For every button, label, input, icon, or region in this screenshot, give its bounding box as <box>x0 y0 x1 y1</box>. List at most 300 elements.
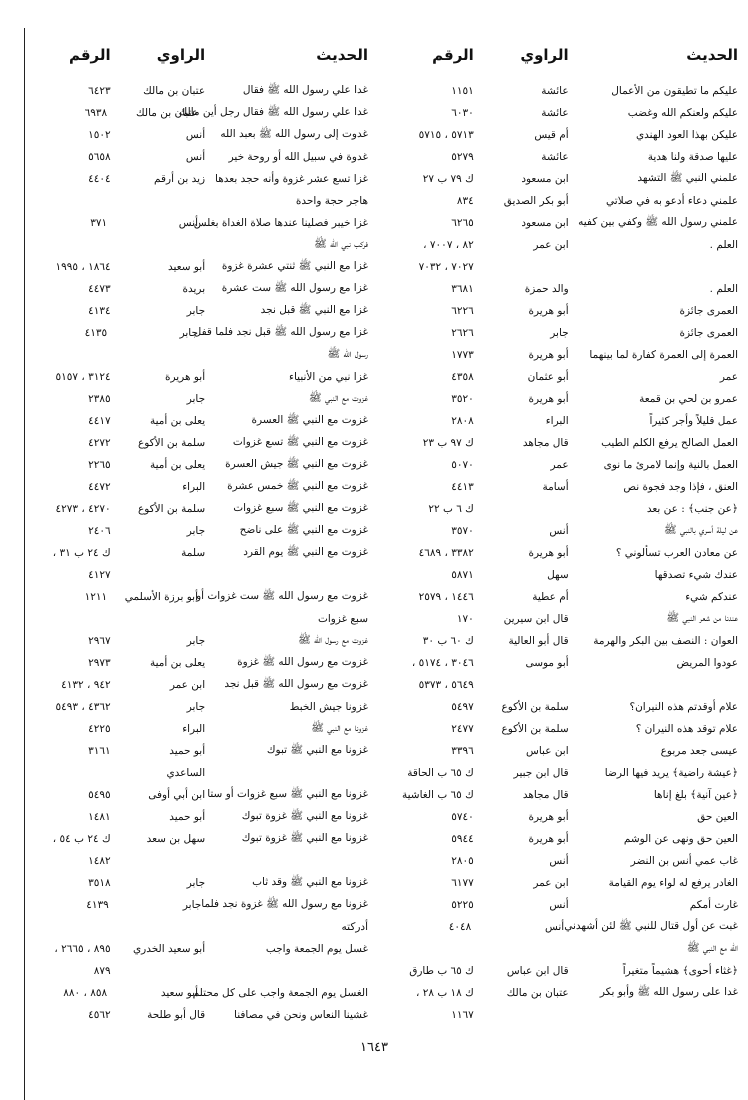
entry-hadith: العلم . <box>709 239 738 251</box>
entry-narrator: أبو حميد <box>169 811 206 823</box>
right-column-header <box>368 38 738 64</box>
entry-narrator: عائشة <box>541 151 569 163</box>
index-entry <box>34 146 368 168</box>
index-entry <box>34 630 368 652</box>
margin-rule <box>24 28 25 1100</box>
entry-hadith: ﴿عن جنب﴾ : عن بعد <box>646 503 738 515</box>
entry-number: ك ٦٥ ب طارق <box>409 965 474 977</box>
entry-narrator: أبو عثمان <box>527 371 569 383</box>
entry-hadith: علام أوقدتم هذه النيران؟ <box>629 701 738 713</box>
entry-narrator: أبو هريرة <box>528 349 569 361</box>
entry-number: ٣٣٩٦ <box>451 745 474 757</box>
entry-narrator: ابن عباس <box>526 745 569 757</box>
entry-number: ١٤٤٦ ، ٢٥٧٩ <box>418 591 474 603</box>
entry-number: ٢٩٧٣ <box>88 657 111 669</box>
entry-number: ١٧٧٣ <box>451 349 474 361</box>
entry-number: ٨٧٩ <box>93 965 111 977</box>
index-entry <box>368 982 738 1004</box>
header-narrator: الراوي <box>156 46 206 64</box>
entry-narrator: أسامة <box>542 481 569 493</box>
entry-hadith: العمل الصالح يرفع الكلم الطيب <box>601 437 738 449</box>
entry-narrator: أنس <box>544 921 565 933</box>
entry-hadith: الله مع النبي ﷺ <box>686 941 738 954</box>
index-entry <box>34 212 368 234</box>
entry-number: ك ٢٤ ب ٥٤ ، <box>52 833 111 845</box>
entry-hadith: غزا مع النبي ﷺ قبل نجد <box>260 303 368 316</box>
header-number: الرقم <box>68 46 111 64</box>
entry-number: ٦١٧٧ <box>451 877 474 889</box>
index-entry <box>368 740 738 762</box>
entry-number: ٥٢٧٩ <box>451 151 474 163</box>
index-entry <box>368 454 738 476</box>
index-entry <box>368 366 738 388</box>
index-entry <box>368 256 738 278</box>
right-column-entries <box>368 80 738 1026</box>
index-entry <box>368 322 738 344</box>
entry-number: ١١٥١ <box>451 85 474 97</box>
index-entry <box>34 652 368 674</box>
index-entry <box>368 432 738 454</box>
left-column <box>34 38 368 1028</box>
index-entry <box>368 784 738 806</box>
entry-hadith: عيسى جعد مربوع <box>660 745 738 757</box>
right-column <box>368 38 738 1028</box>
entry-hadith: غزونا مع النبي ﷺ وقد ثاب <box>252 875 368 888</box>
index-entry <box>368 212 738 234</box>
page-number: ١٦٤٣ <box>360 1040 388 1055</box>
entry-narrator: ابن عمر <box>169 679 206 691</box>
entry-number: ٤٤٧٢ <box>88 481 111 493</box>
entry-narrator: أنس <box>549 899 569 911</box>
index-entry <box>34 124 368 146</box>
index-entry <box>368 894 738 916</box>
entry-number: ٢٨٠٥ <box>451 855 474 867</box>
entry-number: ٣٥٢٠ <box>451 393 474 405</box>
entry-hadith: عليكم ما تطيقون من الأعمال <box>611 85 738 97</box>
entry-narrator: أبو هريرة <box>164 371 206 383</box>
entry-number: ٤١٣٩ <box>86 899 109 911</box>
entry-narrator: عتبان بن مالك <box>506 987 569 999</box>
entry-narrator: سلمة بن الأكوع <box>137 437 206 449</box>
entry-hadith: غدا علي رسول الله ﷺ فقال رجل أين مالك <box>178 105 368 118</box>
entry-narrator: أبو سعيد الخدري <box>132 943 206 955</box>
entry-narrator: قال مجاهد <box>522 437 569 449</box>
index-entry <box>368 674 738 696</box>
entry-hadith: غزونا مع النبي ﷺ <box>311 721 368 734</box>
index-entry <box>34 344 368 366</box>
entry-number: ك ٦٥ ب الحاقة <box>407 767 474 779</box>
entry-narrator: البراء <box>182 481 206 493</box>
index-entry <box>34 542 368 564</box>
entry-number: ٥٢٢٥ <box>451 899 474 911</box>
entry-narrator: زيد بن أرقم <box>154 173 206 185</box>
entry-number: ١٤٨١ <box>88 811 111 823</box>
entry-narrator: أبو سعيد <box>167 261 206 273</box>
index-entry <box>34 564 368 586</box>
entry-narrator: جابر <box>186 393 206 405</box>
index-entry <box>34 828 368 850</box>
index-entry <box>34 586 368 608</box>
entry-number: ٦٤٢٣ <box>88 85 111 97</box>
entry-number: ٣١٦١ <box>88 745 111 757</box>
index-entry <box>368 916 738 938</box>
entry-hadith: عليكم ولعنكم الله وغضب <box>627 107 738 119</box>
entry-narrator: والد حمزة <box>524 283 569 295</box>
entry-hadith: عن معادن العرب تسألوني ؟ <box>615 547 738 559</box>
entry-narrator: سلمة بن الأكوع <box>501 723 569 735</box>
entry-hadith: غشينا النعاس ونحن في مصافنا <box>234 1009 368 1021</box>
entry-number: ٢٤٧٧ <box>451 723 474 735</box>
index-entry <box>34 256 368 278</box>
entry-narrator: أم عطية <box>532 591 569 603</box>
entry-hadith: غزوت مع رسول الله ﷺ قبل نجد <box>224 677 368 690</box>
entry-number: ك ١٨ ب ٢٨ ، <box>415 987 474 999</box>
index-entry <box>368 300 738 322</box>
index-entry <box>34 366 368 388</box>
index-entry <box>368 278 738 300</box>
index-entry <box>34 234 368 256</box>
index-entry <box>34 784 368 806</box>
entry-hadith: هاجر حجة واحدة <box>295 195 368 207</box>
entry-hadith: ﴿عين آنية﴾ بلغ إناها <box>653 789 738 801</box>
entry-number: ٨٥٨ ، ٨٨٠ <box>63 987 108 999</box>
entry-hadith: العين حق ونهى عن الوشم <box>623 833 738 845</box>
entry-hadith: العمل بالنية وإنما لامرئ ما نوى <box>603 459 738 471</box>
index-entry <box>368 410 738 432</box>
index-entry <box>34 454 368 476</box>
entry-hadith: عندكم شيء <box>685 591 738 603</box>
entry-number: ٨٢ ، ٧٠٠٧ ، <box>423 239 474 251</box>
entry-hadith: غدا على رسول الله ﷺ وأبو بكر <box>599 985 738 998</box>
entry-narrator: جابر <box>186 701 206 713</box>
index-entry <box>368 938 738 960</box>
index-entry <box>368 124 738 146</box>
entry-narrator: أنس <box>549 855 569 867</box>
entry-number: ٥٦٥٨ <box>88 151 111 163</box>
entry-number: ٣٥١٨ <box>88 877 111 889</box>
entry-narrator: سلمة بن الأكوع <box>137 503 206 515</box>
entry-narrator: الساعدي <box>166 767 206 779</box>
entry-narrator: قال ابن سيرين <box>503 613 569 625</box>
entry-number: ٨٩٥ ، ٢٦٦٥ ، <box>54 943 111 955</box>
entry-number: ك ٩٧ ب ٢٣ <box>422 437 474 449</box>
index-entry <box>368 168 738 190</box>
header-hadith: الحديث <box>316 46 368 64</box>
entry-hadith: عمرو بن لحي بن قمعة <box>639 393 738 405</box>
index-columns <box>34 38 738 1028</box>
entry-hadith: غزونا مع رسول الله ﷺ غزوة نجد فلما <box>201 897 368 910</box>
entry-narrator: عمر <box>550 459 569 471</box>
index-entry <box>34 960 368 982</box>
entry-narrator: ابن مسعود <box>521 173 569 185</box>
entry-hadith: الغادر يرفع له لواء يوم القيامة <box>608 877 738 889</box>
entry-hadith: غزوت مع النبي ﷺ العسرة <box>251 413 368 426</box>
entry-narrator: عتبان بن مالك <box>143 85 206 97</box>
entry-number: ٤٣٦٢ ، ٥٤٩٣ <box>55 701 111 713</box>
entry-number: ٤١٣٤ <box>88 305 111 317</box>
index-entry <box>34 740 368 762</box>
entry-number: ٣١٢٤ ، ٥١٥٧ <box>55 371 111 383</box>
entry-narrator: جابر <box>186 525 206 537</box>
index-entry <box>34 322 368 344</box>
index-entry <box>368 630 738 652</box>
entry-hadith: العمرة إلى العمرة كفارة لما بينهما <box>589 349 738 361</box>
index-entry <box>34 938 368 960</box>
entry-hadith: غزونا مع النبي ﷺ سبع غزوات أو ستا <box>207 787 368 800</box>
entry-narrator: عائشة <box>541 107 569 119</box>
entry-hadith: غزا مع النبي ﷺ ثنتي عشرة غزوة <box>221 259 368 272</box>
entry-number: ٤٣٥٨ <box>451 371 474 383</box>
entry-narrator: جابر <box>550 327 569 339</box>
entry-hadith: غزا خيبر فصلينا عندها صلاة الغداة بغلس <box>193 217 368 229</box>
entry-hadith: غزوت مع رسول الله ﷺ ست غزوات أو <box>196 589 368 602</box>
index-entry <box>34 916 368 938</box>
entry-narrator: عائشة <box>541 85 569 97</box>
entry-hadith: عندك شيء تصدقها <box>654 569 738 581</box>
index-entry <box>34 102 368 124</box>
entry-hadith: غبت عن أول قتال للنبي ﷺ لئن أشهدني <box>564 919 738 932</box>
index-entry <box>368 806 738 828</box>
entry-number: ٣٥٧٠ <box>451 525 474 537</box>
index-entry <box>368 542 738 564</box>
entry-narrator: يعلى بن أمية <box>149 459 206 471</box>
entry-number: ٢٩٦٧ <box>88 635 111 647</box>
entry-hadith: غزوت مع رسول الله ﷺ <box>298 633 368 646</box>
index-entry <box>34 520 368 542</box>
entry-number: ٤٥٦٢ <box>88 1009 111 1021</box>
entry-narrator: البراء <box>182 723 206 735</box>
entry-hadith: غزا مع رسول الله ﷺ قبل نجد فلما قفل <box>193 325 368 338</box>
entry-number: ٤٤٠٤ <box>88 173 111 185</box>
entry-narrator: جابر <box>186 877 206 889</box>
entry-narrator: أبو هريرة <box>528 393 569 405</box>
index-entry <box>368 190 738 212</box>
left-column-header <box>34 38 368 64</box>
entry-number: ٤٤١٧ <box>88 415 111 427</box>
entry-narrator: أبو حميد <box>169 745 206 757</box>
index-entry <box>368 344 738 366</box>
entry-narrator: أنس <box>549 525 569 537</box>
entry-narrator: يعلى بن أمية <box>149 657 206 669</box>
entry-narrator: ابن عمر <box>533 877 569 889</box>
entry-number: ٤١٢٧ <box>88 569 111 581</box>
entry-hadith: عمل قليلاً وأجر كثيراً <box>649 415 738 427</box>
entry-hadith: العمرى جائزة <box>679 305 738 317</box>
entry-hadith: غزا تسع عشر غزوة وأنه حجد بعدها <box>215 173 368 185</box>
entry-narrator: أبو موسى <box>525 657 569 669</box>
entry-narrator: أم قيس <box>534 129 569 141</box>
entry-hadith: غزوت مع النبي ﷺ سبع غزوات <box>233 501 368 514</box>
entry-number: ٣٣٨٢ ، ٤٦٨٩ <box>418 547 474 559</box>
entry-narrator: أبو برزة الأسلمي <box>124 591 198 603</box>
entry-number: ١٨٦٤ ، ١٩٩٥ <box>55 261 111 273</box>
entry-number: ك ٧٩ ب ٢٧ <box>422 173 474 185</box>
entry-number: ٤٤١٣ <box>451 481 474 493</box>
entry-number: ١٤٨٢ <box>88 855 111 867</box>
entry-narrator: أنس <box>185 151 206 163</box>
entry-narrator: أبو هريرة <box>528 833 569 845</box>
entry-number: ك ٢٤ ب ٣١ ، <box>52 547 111 559</box>
entry-hadith: ﴿عيشة راضية﴾ يريد فيها الرضا <box>604 767 738 779</box>
entry-hadith: سبع غزوات <box>317 613 368 625</box>
entry-hadith: الغسل يوم الجمعة واجب على كل محتلم <box>192 987 368 999</box>
index-entry <box>368 520 738 542</box>
entry-hadith: علمني دعاء أدعو به في صلاتي <box>606 195 738 207</box>
entry-narrator: يعلى بن أمية <box>149 415 206 427</box>
entry-hadith: غزوت مع رسول الله ﷺ غزوة <box>237 655 368 668</box>
entry-number: ٤١٣٥ <box>84 327 108 339</box>
entry-narrator: سهل بن سعد <box>146 833 206 845</box>
entry-narrator: البراء <box>545 415 569 427</box>
entry-hadith: عمر <box>719 371 738 383</box>
entry-hadith: غدوة في سبيل الله أو روحة خير <box>228 151 368 163</box>
entry-narrator: قال مجاهد <box>522 789 569 801</box>
entry-hadith: غزونا جيش الخبط <box>289 701 368 713</box>
index-entry <box>368 234 738 256</box>
entry-number: ٢٢٦٥ <box>88 459 111 471</box>
entry-hadith: غزا نبي من الأنبياء <box>289 371 368 383</box>
index-entry <box>34 762 368 784</box>
entry-narrator: سهل <box>547 569 569 581</box>
entry-narrator: أنس <box>185 129 206 141</box>
index-entry <box>368 718 738 740</box>
index-entry <box>34 190 368 212</box>
entry-number: ٦٢٢٦ <box>451 305 474 317</box>
entry-hadith: غسل يوم الجمعة واجب <box>265 943 368 955</box>
index-entry <box>34 476 368 498</box>
entry-number: ٣٧١ <box>90 217 108 229</box>
entry-hadith: غزوت مع النبي ﷺ تسع غزوات <box>232 435 368 448</box>
entry-hadith: عليكن بهذا العود الهندي <box>635 129 738 141</box>
entry-hadith: غزونا مع النبي ﷺ غزوة تبوك <box>241 831 368 844</box>
entry-number: ٥٤٩٥ <box>88 789 111 801</box>
index-entry <box>368 872 738 894</box>
entry-narrator: سلمة بن الأكوع <box>501 701 569 713</box>
entry-narrator: قال أبو طلحة <box>147 1009 206 1021</box>
index-entry <box>368 762 738 784</box>
index-entry <box>368 828 738 850</box>
entry-narrator: أنس <box>178 217 198 229</box>
entry-hadith: العوان : النصف بين البكر والهرمة <box>593 635 738 647</box>
entry-number: ١١٦٧ <box>451 1009 474 1021</box>
header-hadith: الحديث <box>686 46 738 64</box>
entry-number: ٥٤٩٧ <box>451 701 474 713</box>
entry-narrator: ابن أبي أوفى <box>148 789 206 801</box>
entry-hadith: ﴿غثاء أحوى﴾ هشيماً متغيراً <box>622 965 738 977</box>
entry-hadith: غزوت مع النبي ﷺ خمس عشرة <box>227 479 368 492</box>
entry-narrator: أبو هريرة <box>528 305 569 317</box>
index-entry <box>368 564 738 586</box>
entry-hadith: عن ليلة أسري بالنبي ﷺ <box>663 523 738 536</box>
entry-narrator: أبو سعيد <box>160 987 198 999</box>
index-entry <box>34 850 368 872</box>
index-entry <box>368 960 738 982</box>
entry-narrator: أبو هريرة <box>528 811 569 823</box>
entry-hadith: رسول الله ﷺ <box>327 347 368 360</box>
entry-number: ك ٦٥ ب الغاشية <box>402 789 474 801</box>
index-entry <box>34 300 368 322</box>
entry-hadith: العنق ، فإذا وجد فجوة نص <box>623 481 738 493</box>
entry-hadith: علمني النبي ﷺ التشهد <box>637 171 738 184</box>
entry-number: ٥٨٧١ <box>451 569 474 581</box>
index-entry <box>368 146 738 168</box>
entry-hadith: عندنا من شعر النبي ﷺ <box>666 611 738 624</box>
index-entry <box>368 850 738 872</box>
index-entry <box>34 80 368 102</box>
entry-number: ك ٦٠ ب ٣٠ <box>422 635 474 647</box>
entry-narrator: قال أبو العالية <box>508 635 569 647</box>
entry-number: ٤٤٧٣ <box>88 283 111 295</box>
entry-hadith: عودوا المريض <box>676 657 738 669</box>
entry-hadith: غزوت مع النبي ﷺ على ناضح <box>239 523 368 536</box>
index-entry <box>368 696 738 718</box>
header-number: الرقم <box>432 46 474 64</box>
entry-number: ٩٤٢ ، ٤١٣٢ <box>61 679 111 691</box>
entry-hadith: غزوت مع النبي ﷺ <box>308 391 368 404</box>
index-entry <box>368 102 738 124</box>
entry-narrator: سلمة <box>181 547 206 559</box>
entry-hadith: غزا مع رسول الله ﷺ ست عشرة <box>221 281 368 294</box>
entry-narrator: قال ابن جبير <box>513 767 569 779</box>
index-entry <box>34 1004 368 1026</box>
entry-hadith: غزونا مع النبي ﷺ غزوة تبوك <box>241 809 368 822</box>
entry-number: ٥٠٧٠ <box>451 459 474 471</box>
entry-narrator: عتبان بن مالك <box>136 107 198 119</box>
entry-number: ٨٣٤ <box>456 195 474 207</box>
index-entry <box>368 586 738 608</box>
index-entry <box>34 894 368 916</box>
entry-hadith: غزونا مع النبي ﷺ تبوك <box>266 743 368 756</box>
entry-hadith: علام توقد هذه النيران ؟ <box>635 723 738 735</box>
index-entry <box>368 388 738 410</box>
entry-hadith: غاب عمي أنس بن النضر <box>630 855 738 867</box>
entry-number: ١٧٠ <box>456 613 474 625</box>
index-entry <box>34 498 368 520</box>
entry-number: ٤٢٧٢ <box>88 437 111 449</box>
index-entry <box>368 476 738 498</box>
index-entry <box>34 696 368 718</box>
entry-narrator: بريدة <box>182 283 206 295</box>
entry-number: ١٥٠٢ <box>88 129 111 141</box>
entry-number: ١٢١١ <box>84 591 108 603</box>
entry-number: ٢٤٠٦ <box>88 525 111 537</box>
index-entry <box>34 278 368 300</box>
entry-number: ٤٢٢٥ <box>88 723 111 735</box>
index-entry <box>34 410 368 432</box>
entry-narrator: أبو بكر الصديق <box>503 195 569 207</box>
entry-number: ٢٨٠٨ <box>451 415 474 427</box>
left-column-entries <box>34 80 368 1026</box>
index-entry <box>34 388 368 410</box>
entry-narrator: جابر <box>186 305 206 317</box>
entry-narrator: ابن مسعود <box>521 217 569 229</box>
entry-hadith: العين حق <box>697 811 738 823</box>
index-entry <box>34 168 368 190</box>
index-entry <box>368 652 738 674</box>
entry-number: ٥٧١٣ ، ٥٧١٥ <box>418 129 474 141</box>
entry-hadith: فركب نبي الله ﷺ <box>314 237 368 250</box>
index-entry <box>368 608 738 630</box>
index-entry <box>34 608 368 630</box>
entry-number: ٥٧٤٠ <box>451 811 474 823</box>
entry-hadith: غارت أمكم <box>689 899 738 911</box>
index-entry <box>34 432 368 454</box>
index-entry <box>34 806 368 828</box>
entry-hadith: غدوت إلى رسول الله ﷺ بعبد الله <box>220 127 368 140</box>
header-narrator: الراوي <box>520 46 569 64</box>
entry-number: ٢٦٢٦ <box>451 327 474 339</box>
entry-number: ٦٢٦٥ <box>451 217 474 229</box>
